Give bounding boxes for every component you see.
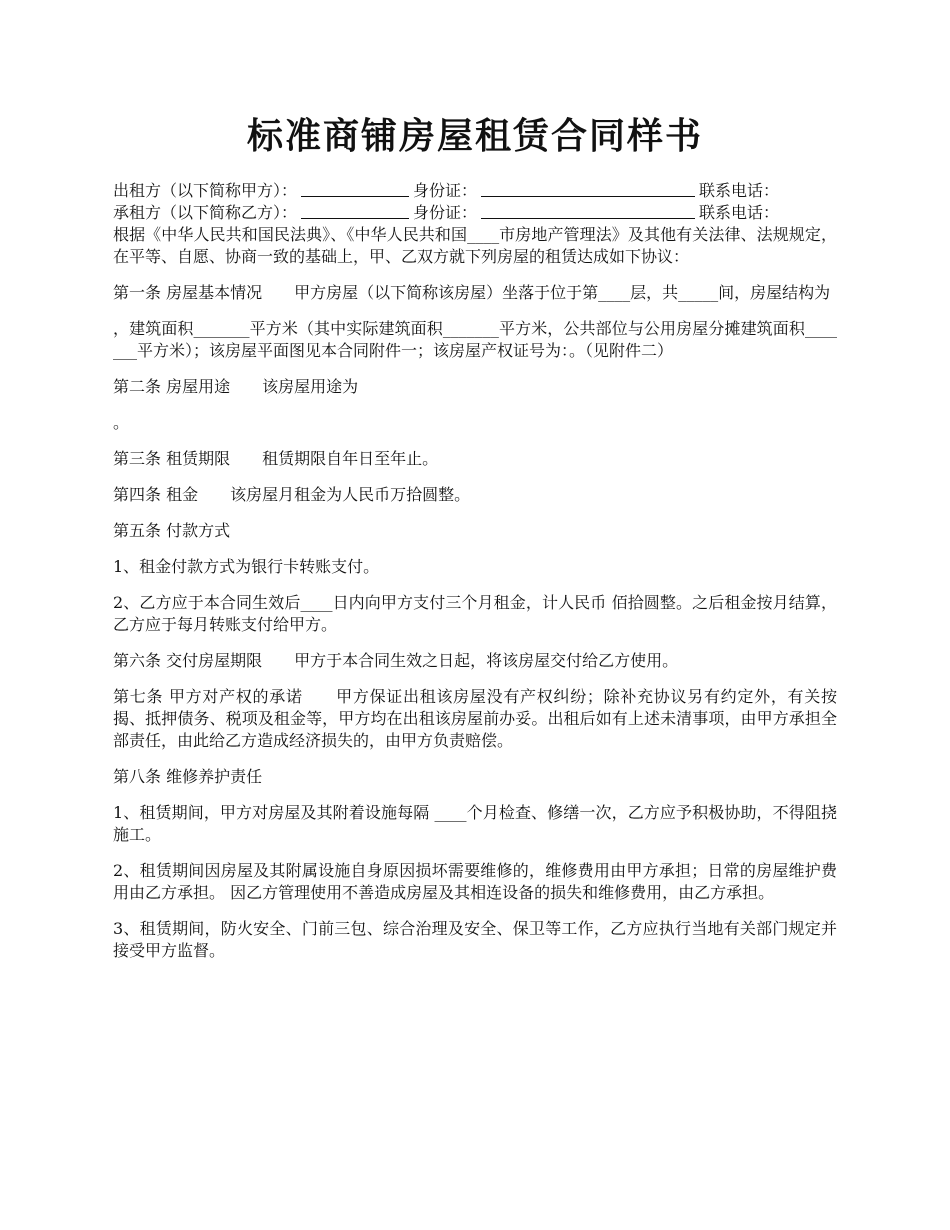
lessor-phone-label: 联系电话： bbox=[699, 181, 780, 200]
lessor-id-label: 身份证： bbox=[413, 181, 478, 200]
article-8-item-2: 2、租赁期间因房屋及其附属设施自身原因损坏需要维修的，维修费用由甲方承担；日常的房屋维护费用由乙方承担。 因乙方管理使用不善造成房屋及其相连设备的损失和维修费用，由乙方承担。 bbox=[113, 861, 837, 902]
lessee-id-blank bbox=[481, 202, 695, 219]
article-8-heading: 第八条 维修养护责任 bbox=[113, 767, 263, 786]
article-2: 第二条 房屋用途 该房屋用途为 bbox=[113, 377, 359, 396]
article-5-item-2: 2、乙方应于本合同生效后____日内向甲方支付三个月租金，计人民币 佰拾圆整。之后租金按月结算，乙方应于每月转账支付给甲方。 bbox=[113, 593, 837, 634]
article-1-detail: ，建筑面积_______平方米（其中实际建筑面积_______平方米，公共部位与公用房屋分摊建筑面积_______平方米）；该房屋平面图见本合同附件一；该房屋产权证号为：。（见附件二） bbox=[113, 319, 837, 360]
article-7: 第七条 甲方对产权的承诺 甲方保证出租该房屋没有产权纠纷；除补充协议另有约定外，有关按揭、抵押债务、税项及租金等，甲方均在出租该房屋前办妥。出租后如有上述未清事项，由甲方承担全部责任，由此给乙方造成经济损失的，由甲方负责赔偿。 bbox=[113, 687, 837, 750]
article-5-item-1: 1、租金付款方式为银行卡转账支付。 bbox=[113, 557, 380, 576]
document-title: 标准商铺房屋租赁合同样书 bbox=[246, 115, 703, 157]
lessor-name-blank bbox=[301, 180, 409, 197]
intro-paragraph: 根据《中华人民共和国民法典》、《中华人民共和国____市房地产管理法》及其他有关法律、法规规定，在平等、自愿、协商一致的基础上，甲、乙双方就下列房屋的租赁达成如下协议： bbox=[113, 225, 837, 266]
lessee-label: 承租方（以下简称乙方）： bbox=[113, 203, 298, 222]
article-8-item-1: 1、租赁期间，甲方对房屋及其附着设施每隔 ____个月检查、修缮一次，乙方应予积极协助，不得阻挠施工。 bbox=[113, 803, 837, 844]
lessor-label: 出租方（以下简称甲方）： bbox=[113, 181, 298, 200]
article-3: 第三条 租赁期限 租赁期限自年日至年止。 bbox=[113, 449, 439, 468]
article-5-heading: 第五条 付款方式 bbox=[113, 521, 231, 540]
lessee-name-blank bbox=[301, 202, 409, 219]
article-1-heading: 第一条 房屋基本情况 甲方房屋（以下简称该房屋）坐落于位于第____层，共_____间，房屋结构为 bbox=[113, 283, 831, 302]
lessee-phone-label: 联系电话： bbox=[699, 203, 780, 222]
article-4: 第四条 租金 该房屋月租金为人民币万拾圆整。 bbox=[113, 485, 471, 504]
lessee-id-label: 身份证： bbox=[413, 203, 478, 222]
lessor-line bbox=[113, 180, 837, 202]
lessor-id-blank bbox=[481, 180, 695, 197]
article-6: 第六条 交付房屋期限 甲方于本合同生效之日起，将该房屋交付给乙方使用。 bbox=[113, 651, 679, 670]
article-8-item-3: 3、租赁期间，防火安全、门前三包、综合治理及安全、保卫等工作，乙方应执行当地有关部门规定并接受甲方监督。 bbox=[113, 919, 837, 960]
article-2-end: 。 bbox=[113, 413, 130, 432]
lessee-line bbox=[113, 202, 837, 224]
document-body bbox=[113, 180, 837, 962]
